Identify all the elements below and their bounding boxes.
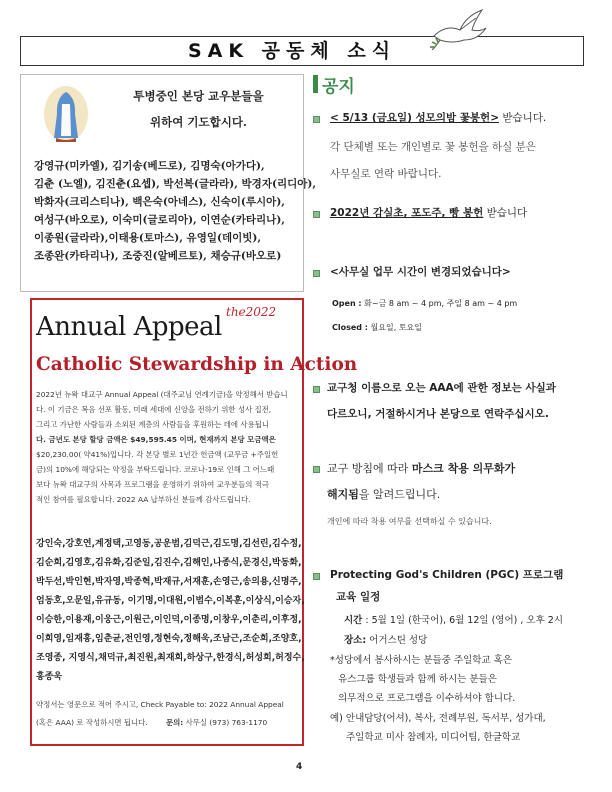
bullet-icon — [313, 573, 320, 580]
notice-item5-text: 교구 방침에 따라 — [327, 462, 412, 475]
bullet-icon — [313, 211, 320, 218]
notice-item2-suffix: 받습니다 — [483, 207, 528, 219]
notice-item3-title: <사무실 업무 시간이 변경되었습니다> — [330, 266, 511, 278]
pgc-note3: 의무적으로 프로그램을 이수하셔야 합니다. — [338, 693, 516, 704]
bullet-icon — [313, 116, 320, 123]
pgc-time-label: 시간 — [344, 615, 363, 626]
office-open-hours — [332, 298, 517, 309]
open-hours: 화~금 8 am ~ 4 pm, 주일 8 am ~ 4 pm — [361, 299, 518, 308]
prayer-names-line: 이종원(글라라),이태용(토마스), 유영일(데이빗), — [34, 232, 262, 244]
appeal-body-line: 적인 참여를 필요합니다. 2022 AA 납부하신 분들께 감사드립니다. — [36, 495, 251, 504]
notice-item1-line2: 각 단체별 또는 개인별로 꽃 봉헌을 하실 분은 — [330, 141, 536, 153]
appeal-body-line: 2022년 뉴왁 대교구 Annual Appeal (대주교님 연례기금)을 약정해서 받습니 — [36, 390, 288, 399]
appeal-subtitle: Catholic Stewardship in Action — [36, 354, 358, 375]
pgc-example1: 예) 안내담당(어셔), 복사, 전례부원, 독서부, 성가대, — [330, 713, 546, 724]
pgc-example2: 주일학교 미사 참례자, 미디어팀, 한글학교 — [346, 732, 521, 743]
notice-item2-title: 2022년 감실초, 포도주, 빵 봉헌 — [330, 207, 484, 219]
prayer-names-line: 강영규(미카엘), 김기송(베드로), 김명숙(아가다), — [34, 160, 265, 172]
appeal-year: the2022 — [226, 305, 277, 319]
donor-list-line: 김순희,김영호,김유화,김준일,김진수,김해인,나종식,문경신,박동화, — [36, 558, 302, 568]
pgc-note1: *성당에서 봉사하시는 분들중 주일학교 혹은 — [330, 655, 513, 666]
notice-heading-bar — [313, 75, 318, 93]
appeal-footer-text: (혹은 AAA) 로 작성하시면 됩니다. — [36, 718, 148, 727]
notice-item2 — [330, 205, 527, 220]
notice-item6-sub: 교육 일정 — [336, 591, 381, 603]
page-number: 4 — [296, 762, 303, 772]
donor-list-line: 이승한,이용재,이웅근,이원근,이인덕,이종명,이창우,이춘리,이후정, — [36, 615, 302, 625]
notice-item5-text2: 을 알려드립니다. — [358, 488, 441, 501]
pgc-place-label: 장소: — [344, 635, 367, 646]
notice-heading: 공지 — [322, 77, 355, 97]
appeal-footer-line1: 약정서는 영문으로 적어 주시고, Check Payable to: 2022 Annual Appeal — [36, 700, 284, 709]
dove-icon — [426, 6, 490, 54]
notice-item4-line2: 다르오니, 거절하시거나 본당으로 연락주십시오. — [327, 408, 549, 420]
appeal-title: Annual Appeal — [36, 312, 222, 342]
donor-list-line: 엄동호,오문일,유규동, 이기명,이대원,이범수,이복훈,이상식,이승자, — [36, 596, 305, 606]
appeal-contact: 사무실 (973) 763-1170 — [185, 718, 268, 727]
notice-item5-line1 — [327, 460, 515, 476]
pgc-place-value: 어거스틴 성당 — [366, 635, 428, 646]
prayer-names-line: 여성구(바오로), 이숙미(글로리아), 이연순(카타리나), — [34, 214, 285, 226]
appeal-contact-label: 문의: — [166, 718, 184, 727]
donor-list-line: 홍종욱 — [36, 672, 63, 682]
bullet-icon — [313, 466, 320, 473]
bullet-icon — [313, 386, 320, 393]
page-title: SAK 공동체 소식 — [187, 40, 397, 62]
prayer-heading-line2: 위하여 기도합시다. — [150, 115, 247, 129]
donor-list-line: 강인숙,강호연,계정택,고영동,공운범,김덕근,김도명,김선린,김수정, — [36, 539, 302, 549]
closed-days: 월요일, 토요일 — [368, 323, 423, 332]
pgc-time — [344, 612, 563, 626]
donor-list-line: 조영종, 지영식,채덕규,최진원,최재희,하상구,한경식,허성희,허정수, — [36, 653, 305, 663]
appeal-body-line: 금)의 10%에 해당되는 약정을 부탁드립니다. 코로나-19로 인해 그 어느때 — [36, 465, 275, 474]
pgc-place — [344, 632, 427, 646]
virgin-mary-icon — [40, 84, 92, 146]
bullet-icon — [313, 270, 320, 277]
office-closed-days — [332, 322, 422, 333]
notice-item1-line3: 사무실로 연락 바랍니다. — [330, 168, 442, 180]
prayer-heading-line1: 투병중인 본당 교우분들을 — [133, 89, 264, 103]
donor-list-line: 박두선,박인현,박자영,박종혁,박재규,서재훈,손영근,송의용,신명주, — [36, 577, 302, 587]
prayer-names-line: 김춘 (노엘), 김진춘(요셉), 박선복(글라라), 박경자(리디아), — [34, 178, 316, 190]
notice-item5-emphasis: 마스크 착용 의무화가 — [411, 462, 516, 475]
appeal-body-line: 다. 이 기금은 복음 선포 활동, 미래 세대에 신앙을 전하기 위한 성사 집전, — [36, 405, 272, 414]
pgc-note2: 유스그룹 학생들과 함께 하시는 분들은 — [338, 674, 497, 685]
closed-label: Closed : — [332, 323, 369, 332]
notice-item4-line1: 교구청 이름으로 오는 AAA에 관한 정보는 사실과 — [327, 382, 556, 394]
appeal-body-line: 다. 금년도 본당 할당 금액은 $49,595.45 이며, 현재까지 본당 모금액은 — [36, 435, 276, 444]
notice-item1-suffix: 받습니다. — [499, 112, 547, 124]
prayer-names-line: 조종완(카타리나), 조중진(알베르토), 채승규(바오로) — [34, 250, 282, 262]
notice-item1-title: < 5/13 (금요일) 성모의밤 꽃봉헌> — [330, 112, 499, 124]
pgc-time-value: : 5월 1일 (한국어), 6월 12일 (영어) , 오후 2시 — [362, 615, 564, 626]
open-label: Open : — [332, 299, 362, 308]
appeal-body-line: 보다 뉴왁 대교구의 사목과 프로그램을 운영하기 위하여 교우분들의 적극 — [36, 480, 269, 489]
appeal-body-line: 그리고 가난한 사람들과 소외된 계층의 사람들을 후원하는 데에 사용됩니 — [36, 420, 269, 429]
prayer-names-line: 박화자(크리스티나), 백은숙(아네스), 신숙이(루시아), — [34, 196, 285, 208]
notice-item5-line3: 개인에 따라 착용 여부를 선택하실 수 있습니다. — [327, 517, 492, 526]
appeal-body-line: $20,230.00( 약41%)입니다. 각 본당 별로 1년간 헌금액 (교무금 +주일헌 — [36, 450, 279, 459]
donor-list-line: 이희영,임재홍,임춘균,전인영,정현숙,정해욱,조남근,조순희,조양호, — [36, 634, 302, 644]
notice-item5-line2 — [327, 486, 440, 502]
notice-item1 — [330, 110, 546, 125]
notice-item5-emphasis2: 해지됨 — [327, 488, 359, 501]
appeal-footer-line2 — [36, 718, 267, 728]
notice-item6-title: Protecting God's Children (PGC) 프로그램 — [330, 569, 564, 581]
